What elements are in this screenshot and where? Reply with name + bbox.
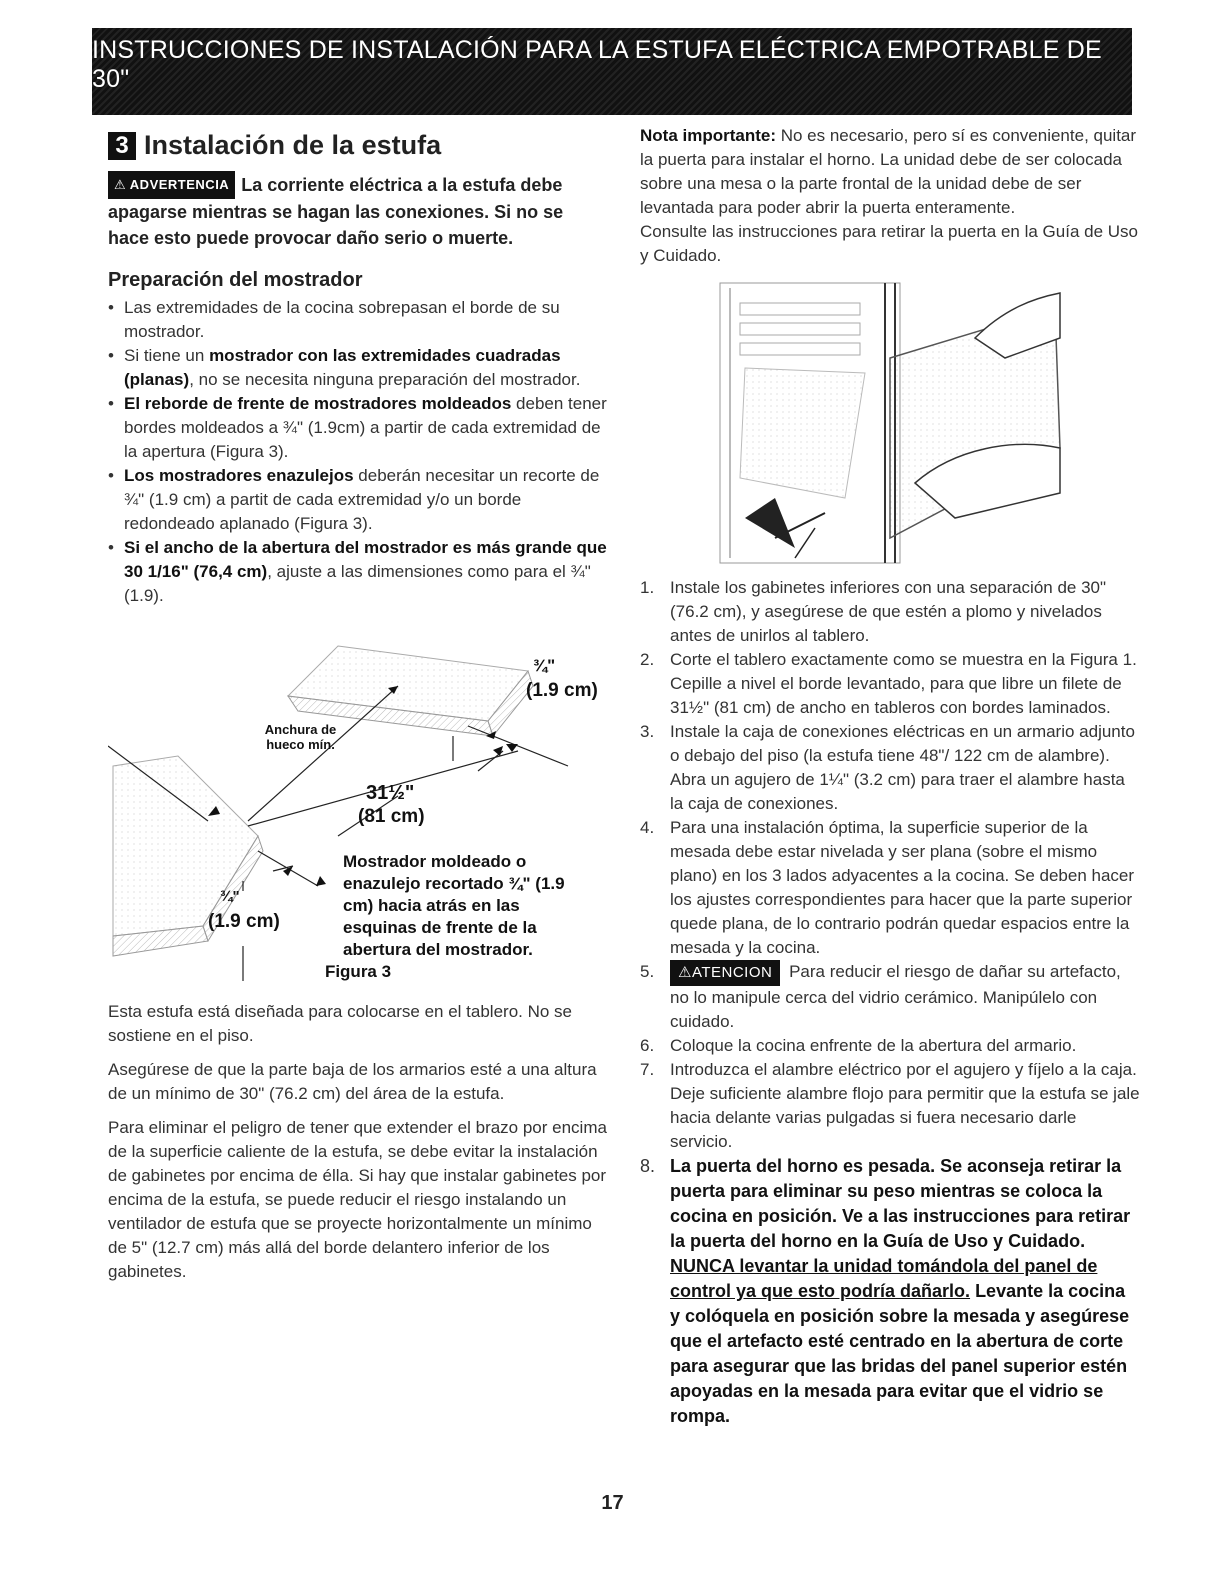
step-text-underlined: NUNCA levantar la unidad tomándola del panel de control ya que esto podría dañarlo. (670, 1256, 1098, 1301)
prep-title: Preparación del mostrador (108, 269, 363, 291)
installation-steps (640, 576, 1140, 1429)
step-text: Instale los gabinetes inferiores con una separación de 30" (76.2 cm), y asegúrese de que estén a plomo y nivelados antes de unirlos al tablero. (670, 578, 1107, 645)
item-bold: Si el ancho de la abertura del mostrador es más grande que 30 1/16" (76,4 cm) (124, 538, 607, 581)
step-text: Instale la caja de conexiones eléctricas en un armario adjunto o debajo del piso (la estufa tiene 48"/ 122 cm de alambre). Abra un agujero de 1¼" (3.2 cm) para traer el alambre hasta la caja de conexiones. (670, 722, 1135, 813)
step-text-bold: Levante la cocina y colóquela en posición sobre la mesada y asegúrese que el artefacto esté centrado en la abertura de corte para asegurar que las bridas del panel superior estén apoyadas en la mesada para evitar que el vidrio se rompa. (670, 1281, 1130, 1426)
note-label: Nota importante: (640, 126, 776, 145)
list-item (640, 816, 1140, 960)
door-removal-illustration (715, 278, 1065, 568)
label-19-top: (1.9 cm) (526, 680, 598, 701)
note-text: No es necesario, pero sí es conveniente, quitar la puerta para instalar el horno. La unidad debe de ser colocada sobre una mesa o la parte frontal de la unidad debe de ser levantada para poder abrir la puerta enteramente. (640, 126, 1137, 217)
paragraph: Esta estufa está diseñada para colocarse en el tablero. No se sostiene en el piso. (108, 1002, 573, 1045)
step-text: Para reducir el riesgo de dañar su artefacto, no lo manipule cerca del vidrio cerámico. Manipúlelo con cuidado. (670, 962, 1121, 1031)
item-text: Si tiene un (124, 346, 210, 365)
figure-caption: Figura 3 (324, 962, 392, 981)
figure-3 (108, 626, 608, 986)
step-number: 6. (640, 1036, 655, 1055)
left-column (108, 130, 608, 1284)
label-anchura: Anchura de hueco mín. (264, 722, 337, 752)
prep-list (108, 296, 608, 608)
item-text: , no se necesita ninguna preparación del mostrador. (189, 370, 581, 389)
paragraph: Asegúrese de que la parte baja de los armarios esté a una altura de un mínimo de 30" (76.2 cm) del área de la estufa. (108, 1060, 597, 1103)
item-bold: mostrador con las extremidades cuadradas (planas) (124, 346, 561, 389)
section-number: 3 (108, 132, 136, 160)
important-note (640, 124, 1140, 268)
paragraph: Para eliminar el peligro de tener que extender el brazo por encima de la superficie caliente de la estufa, se debe evitar la instalación de gabinetes por encima de élla. Si hay que instalar gabinetes por encima de la estufa, se puede reducir el riesgo instalando un ventilador de estufa que se proyecte horizontalmente un mínimo de 5" (12.7 cm) más allá del borde delantero inferior de los gabinetes. (108, 1118, 607, 1281)
warning-block (108, 171, 608, 251)
item-text: Las extremidades de la cocina sobrepasan el borde de su mostrador. (124, 298, 560, 341)
section-title: Instalación de la estufa (144, 130, 442, 160)
step-text: Corte el tablero exactamente como se muestra en la Figura 1. Cepille a nivel el borde levantado, para que libre un filete de 31½" (81 cm) de ancho en tableros con bordes laminados. (670, 650, 1137, 717)
label-19-left: (1.9 cm) (208, 911, 280, 932)
list-item (640, 648, 1140, 720)
list-item (640, 1034, 1140, 1058)
warning-badge-label: ADVERTENCIA (129, 177, 230, 192)
step-number: 4. (640, 818, 655, 837)
caution-badge-label: ATENCION (691, 964, 773, 981)
note-text-2: Consulte las instrucciones para retirar la puerta en la Guía de Uso y Cuidado. (640, 222, 1138, 265)
right-column (640, 124, 1140, 1429)
list-item (108, 464, 608, 536)
oven-door-drawing (715, 278, 1065, 568)
list-item (640, 720, 1140, 816)
step-number: 2. (640, 650, 655, 669)
label-moldeado: Mostrador moldeado o enazulejo recortado ¾" (1.9 cm) hacia atrás en las esquinas de frente de la abertura del mostrador. (343, 852, 565, 959)
step-number: 1. (640, 578, 655, 597)
step-number: 8. (640, 1156, 656, 1176)
page-number: 17 (601, 1492, 624, 1514)
item-bold: Los mostradores enazulejos (124, 466, 354, 485)
caution-icon: ⚠ATENCION (670, 960, 780, 986)
step-number: 5. (640, 962, 655, 981)
step-text: Para una instalación óptima, la superficie superior de la mesada debe estar nivelada y ser plana (sobre el mismo plano) en los 3 lados adyacentes a la cocina. Se deben hacer los ajustes correspondientes para hacer que la parte superior quede plana, de lo contrario podrán quedar espacios entre la mesada y la cocina. (670, 818, 1135, 957)
warning-text: La corriente eléctrica a la estufa debe apagarse mientras se hagan las conexiones. Si no se hace esto puede provocar daño serio o muerte. (108, 175, 564, 248)
page-banner (92, 28, 1132, 115)
list-item (108, 536, 608, 608)
step-text: Introduzca el alambre eléctrico por el agujero y fíjelo a la caja. Deje suficiente alambre flojo para permitir que la estufa se jale hacia delante varias pulgadas si fuera necesario darle servicio. (670, 1060, 1140, 1151)
step-text-bold: La puerta del horno es pesada. Se aconseja retirar la puerta para eliminar su peso mientras se coloca la cocina en posición. Ve a las instrucciones para retirar la puerta del horno en la Guía de Uso y Cuidado. (670, 1156, 1131, 1251)
step-text: Coloque la cocina enfrente de la abertura del armario. (670, 1036, 1077, 1055)
item-text: deben tener bordes moldeados a ¾" (1.9cm) a partir de cada extremidad de la apertura (Figura 3). (124, 394, 607, 461)
banner-title: INSTRUCCIONES DE INSTALACIÓN PARA LA ESTUFA ELÉCTRICA EMPOTRABLE DE 30" (92, 36, 1102, 93)
step-number: 7. (640, 1060, 655, 1079)
step-number: 3. (640, 722, 655, 741)
label-34-top: ¾" (533, 656, 556, 675)
list-item (640, 1154, 1140, 1429)
label-34-left: ¾" (220, 888, 240, 905)
list-item (108, 344, 608, 392)
warning-icon: ⚠ ADVERTENCIA (108, 171, 235, 199)
item-text: , ajuste a las dimensiones como para el ¾" (1.9). (124, 562, 591, 605)
list-item (640, 576, 1140, 648)
label-315: 31½" (366, 782, 415, 804)
item-text: deberán necesitar un recorte de ¾" (1.9 cm) a partit de cada extremidad y/o un borde redondeado aplanado (Figura 3). (124, 466, 600, 533)
section-header (108, 130, 608, 161)
item-bold: El reborde de frente de mostradores moldeados (124, 394, 512, 413)
label-81: (81 cm) (358, 806, 425, 827)
list-item (108, 392, 608, 464)
list-item (640, 960, 1140, 1034)
list-item (640, 1058, 1140, 1154)
list-item (108, 296, 608, 344)
